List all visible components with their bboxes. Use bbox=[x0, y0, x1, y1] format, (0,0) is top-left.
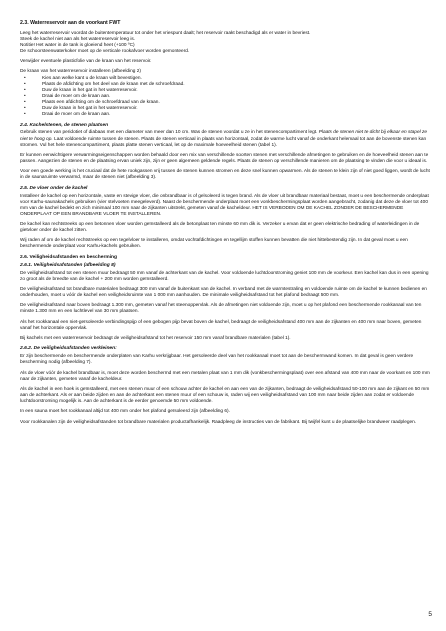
list-item: • Duw de kraan in het gat in het waterreservoir. bbox=[20, 106, 434, 112]
safety-paragraph-1: De veiligheidsafstand tot een stenen muur bedraagt 50 mm vanaf de achterkant van de kachel. Voor voldoende luchtdoorstroming geniet 100 mm de voorkeur. Een kachel kan dus in een opening zo groot als de breedte van de kachel + 200 mm worden geïnstalleerd. bbox=[20, 270, 429, 282]
safety-subheading-1: 2.6.1. Veiligheidsafstanden (afbeelding 8) bbox=[20, 262, 116, 268]
list-item: • Plaats de afdichting om het deel van de kraan met de schroefdraad. bbox=[20, 82, 434, 88]
list-item: • Draai de moer om de kraan aan. bbox=[20, 112, 434, 118]
intro-line-3: Notitie! Het water in de tank is gloeiend heet (+100 ºC) bbox=[20, 42, 135, 48]
stones-text-a: Gebruik stenen van peridotiet of diabaas met een diameter van meer dan 10 cm. Was de stenen voordat u ze in het stenencompartiment legt. bbox=[20, 130, 319, 136]
stones-paragraph-2: Er kunnen eenwichtigere verwarmingseigenschappen worden behaald door een mix van verschillende soorten stenen met verschillende afmetingen te gebruiken en de hoeveelheid stenen aan te passen. Aangezien de stenen en de plaatsing ervan uniek zijn, zijn er geen algemeen geldende regels. Plaats de stenen op verschillende manieren om de plaatsing te vinden die voor u ideaal is. bbox=[20, 152, 429, 164]
intro-line-4: De schoorsteenwaterkoker moet op de verticale rookafvoer worden gemonteerd. bbox=[20, 48, 190, 54]
reduce-paragraph-4: In een sauna moet het rookkanaal altijd tot 400 mm onder het plafond geïsoleerd zijn (afbeelding 6). bbox=[20, 409, 230, 415]
floor-paragraph-2: De kachel kan rechtstreeks op een betonnen vloer worden geïnstalleerd als de betonplaat ten minste 60 mm dik is. Verzeker u ervan dat er geen elektrische bedrading of waterleidingen in de gietvloer onder de kachel zitten. bbox=[20, 222, 420, 234]
stones-text-italic: Plaats de stenen niet te dicht bij elkaar en stapel ze niet te hoog op. bbox=[20, 130, 427, 142]
floor-paragraph-1: Installeer de kachel op een horizontale, vaste en stevige vloer, die onbrandbaar is of gelsoleerd is tegen brand. Als de vloer uit brandbaar materiaal bestaat, moet u een beschermende onderplaat voor Karhu-saunakachels gebruiken (vier stelvoeten meegeleverd). Naast de beschermende onderplaat moet een vonkbeschermingsplaat worden aangebracht, zodanig dat deze de vloer tot 400 mm van de kachel bedekt en zich minimaal 100 mm naar de zijkanten uitstrekt, gemeten vanaf de kacheldeur. HET IS VERBODEN OM DE KACHEL ZONDER DE BESCHERMENDE ONDERPLAAT OP EEN BRANDBARE VLOER TE INSTALLEREN. bbox=[20, 193, 429, 217]
list-item: • Plaats een afdichting om de schroefdraad van de kraan. bbox=[20, 100, 434, 106]
stones-text-c: Laat voldoende ruimte tussen de stenen. Plaats de stenen verticaal in plaats van horizontaal, zodat de warme lucht vanaf de onderkant helemaal tot aan de bovenste stenen kan stromen. Vul het hele stenencompartiment, plaats platte stenen verticaal, let op de maximale hoeveelheid stenen (tabel 1). bbox=[20, 136, 427, 148]
reduce-paragraph-5: Voor rookkanalen zijn de veiligheidsafstanden tot brandbare materialen productafhankelijk. Raadpleeg de instructies van de fabrikant. Bij twijfel kunt u de plaatselijke brandweer raadplegen. bbox=[20, 419, 417, 425]
stones-paragraph-3: Voor een goede werking is het cruciaal dat de hete rookgassen vrij tussen de stenen kunnen stromen en deze snel kunnen opwarmen. Als de stenen te klein zijn of niet goed liggen, wordt de lucht in de saunaruimte verwarmd, maar de stenen niet (afbeelding 3). bbox=[20, 169, 430, 181]
safety-paragraph-2: De veiligheidsafstand tot brandbare materialen bedraagt 300 mm vanaf de buitenkant van de kachel. In verband met de warmtestraling en voldoende ruimte om de kachel te kunnen bedienen en onderhouden, moet u vóór de kachel een veiligheidsruimte van 1 000 mm aanhouden. De minimale veiligheidsafstand tot het plafond bedraagt 500 mm. bbox=[20, 286, 427, 298]
intro-line-1: Leeg het waterreservoir voordat de buitentemperatuur tot onder het vriespunt daalt; het reservoir raakt beschadigd als er water in bevriest. bbox=[20, 30, 311, 36]
install-steps-list bbox=[20, 76, 434, 118]
install-intro: De kraan van het waterreservoir installeren (afbeelding 2) bbox=[20, 69, 141, 75]
list-item: • Kies aan welke kant u de kraan wilt bevestigen. bbox=[20, 76, 434, 82]
safety-subheading-2: 2.6.2. De veiligheidsafstanden verkleinen: bbox=[20, 346, 117, 352]
safety-paragraph-3: De veiligheidsafstand naar boven bedraagt 1.300 mm, gemeten vanaf het steenoppervlak. Als de afmetingen niet voldoende zijn, moet u op het plafond een beschermende rookkanaal van ten minste 1.300 mm en een luchtlevel van 30 mm plaatsen. bbox=[20, 303, 422, 315]
stones-heading: 2.4. Kachelstenen, de stenen plaatsen bbox=[20, 122, 109, 128]
reduce-paragraph-1: Er zijn beschermende en beschermende onderplaten van Karhu verkrijgbaar. Het geïsoleerde deel van het rookkanaal moet tot aan de beschermwand komen. In dat geval is geen verdere bescherming nodig (afbeelding 7). bbox=[20, 354, 414, 366]
plastic-paragraph: Verwijder eventuele plasticfolie van de kraan van het reservoir. bbox=[20, 59, 152, 65]
document-page bbox=[20, 20, 434, 430]
list-item: • Draai de moer om de kraan aan. bbox=[20, 94, 434, 100]
list-item: • Duw de kraan in het gat in het waterreservoir. bbox=[20, 88, 434, 94]
floor-heading: 2.5. De vloer onder de kachel bbox=[20, 185, 88, 191]
floor-paragraph-3: Wij raden af om de kachel rechtstreeks op een tegelvloer te installeren, omdat vochtafdichtingen en tegellijm stoffen kunnen bevatten die niet hittebestendig zijn. In dat geval moet u een beschermende onderplaat voor Karhu-kachels gebruiken. bbox=[20, 238, 408, 250]
safety-heading: 2.6. Veiligheidsafstanden en bescherming bbox=[20, 254, 118, 260]
intro-line-2: Steek de kachel niet aan als het waterreservoir leeg is. bbox=[20, 36, 136, 42]
page-number: 5 bbox=[428, 611, 432, 618]
reduce-paragraph-2: Als de vloer vóór de kachel brandbaar is, moet deze worden beschermd met een metalen plaat van 1 mm dik (vonkbeschermingsplaat) over een afstand van 400 mm naar de voorkant en 100 mm naar de zijkanten, gemeten vanaf de kacheldeur. bbox=[20, 370, 430, 382]
safety-paragraph-4: Als het rookkanaal een niet-geïsoleerde verbindingspijp of een gebogen pijp bevat boven de kachel, bedraagt de veiligheidsafstand 400 mm aan de zijkanten en 400 mm naar boven, gemeten vanaf het horizontale oppervlak. bbox=[20, 319, 422, 331]
intro-paragraph bbox=[20, 31, 434, 55]
section-title: 2.3. Waterreservoir aan de voorkant FWT bbox=[20, 20, 121, 26]
reduce-paragraph-3: Als de kachel in een hoek is geïnstalleerd, met een stenen muur of een schouw achter de kachel en aan een van de zijkanten, bedraagt de veiligheidsafstand 50-100 mm aan de zijkant en 50 mm aan de achterkant. Als er aan beide zijden en aan de achterkant een stenen muur of een schouw is, raden wij een veiligheidsafstand van 100 mm naar beide zijden aan zodat er voldoende luchtdoorstroming mogelijk is. Aan de achterkant is de eerder genoemde 50 mm voldoende. bbox=[20, 387, 430, 405]
safety-paragraph-5: Bij kachels met een waterreservoir bedraagt de veiligheidsafstand tot het reservoir 150 mm vanaf brandbare materialen (tabel 1). bbox=[20, 336, 291, 342]
stones-paragraph-1 bbox=[20, 130, 434, 148]
